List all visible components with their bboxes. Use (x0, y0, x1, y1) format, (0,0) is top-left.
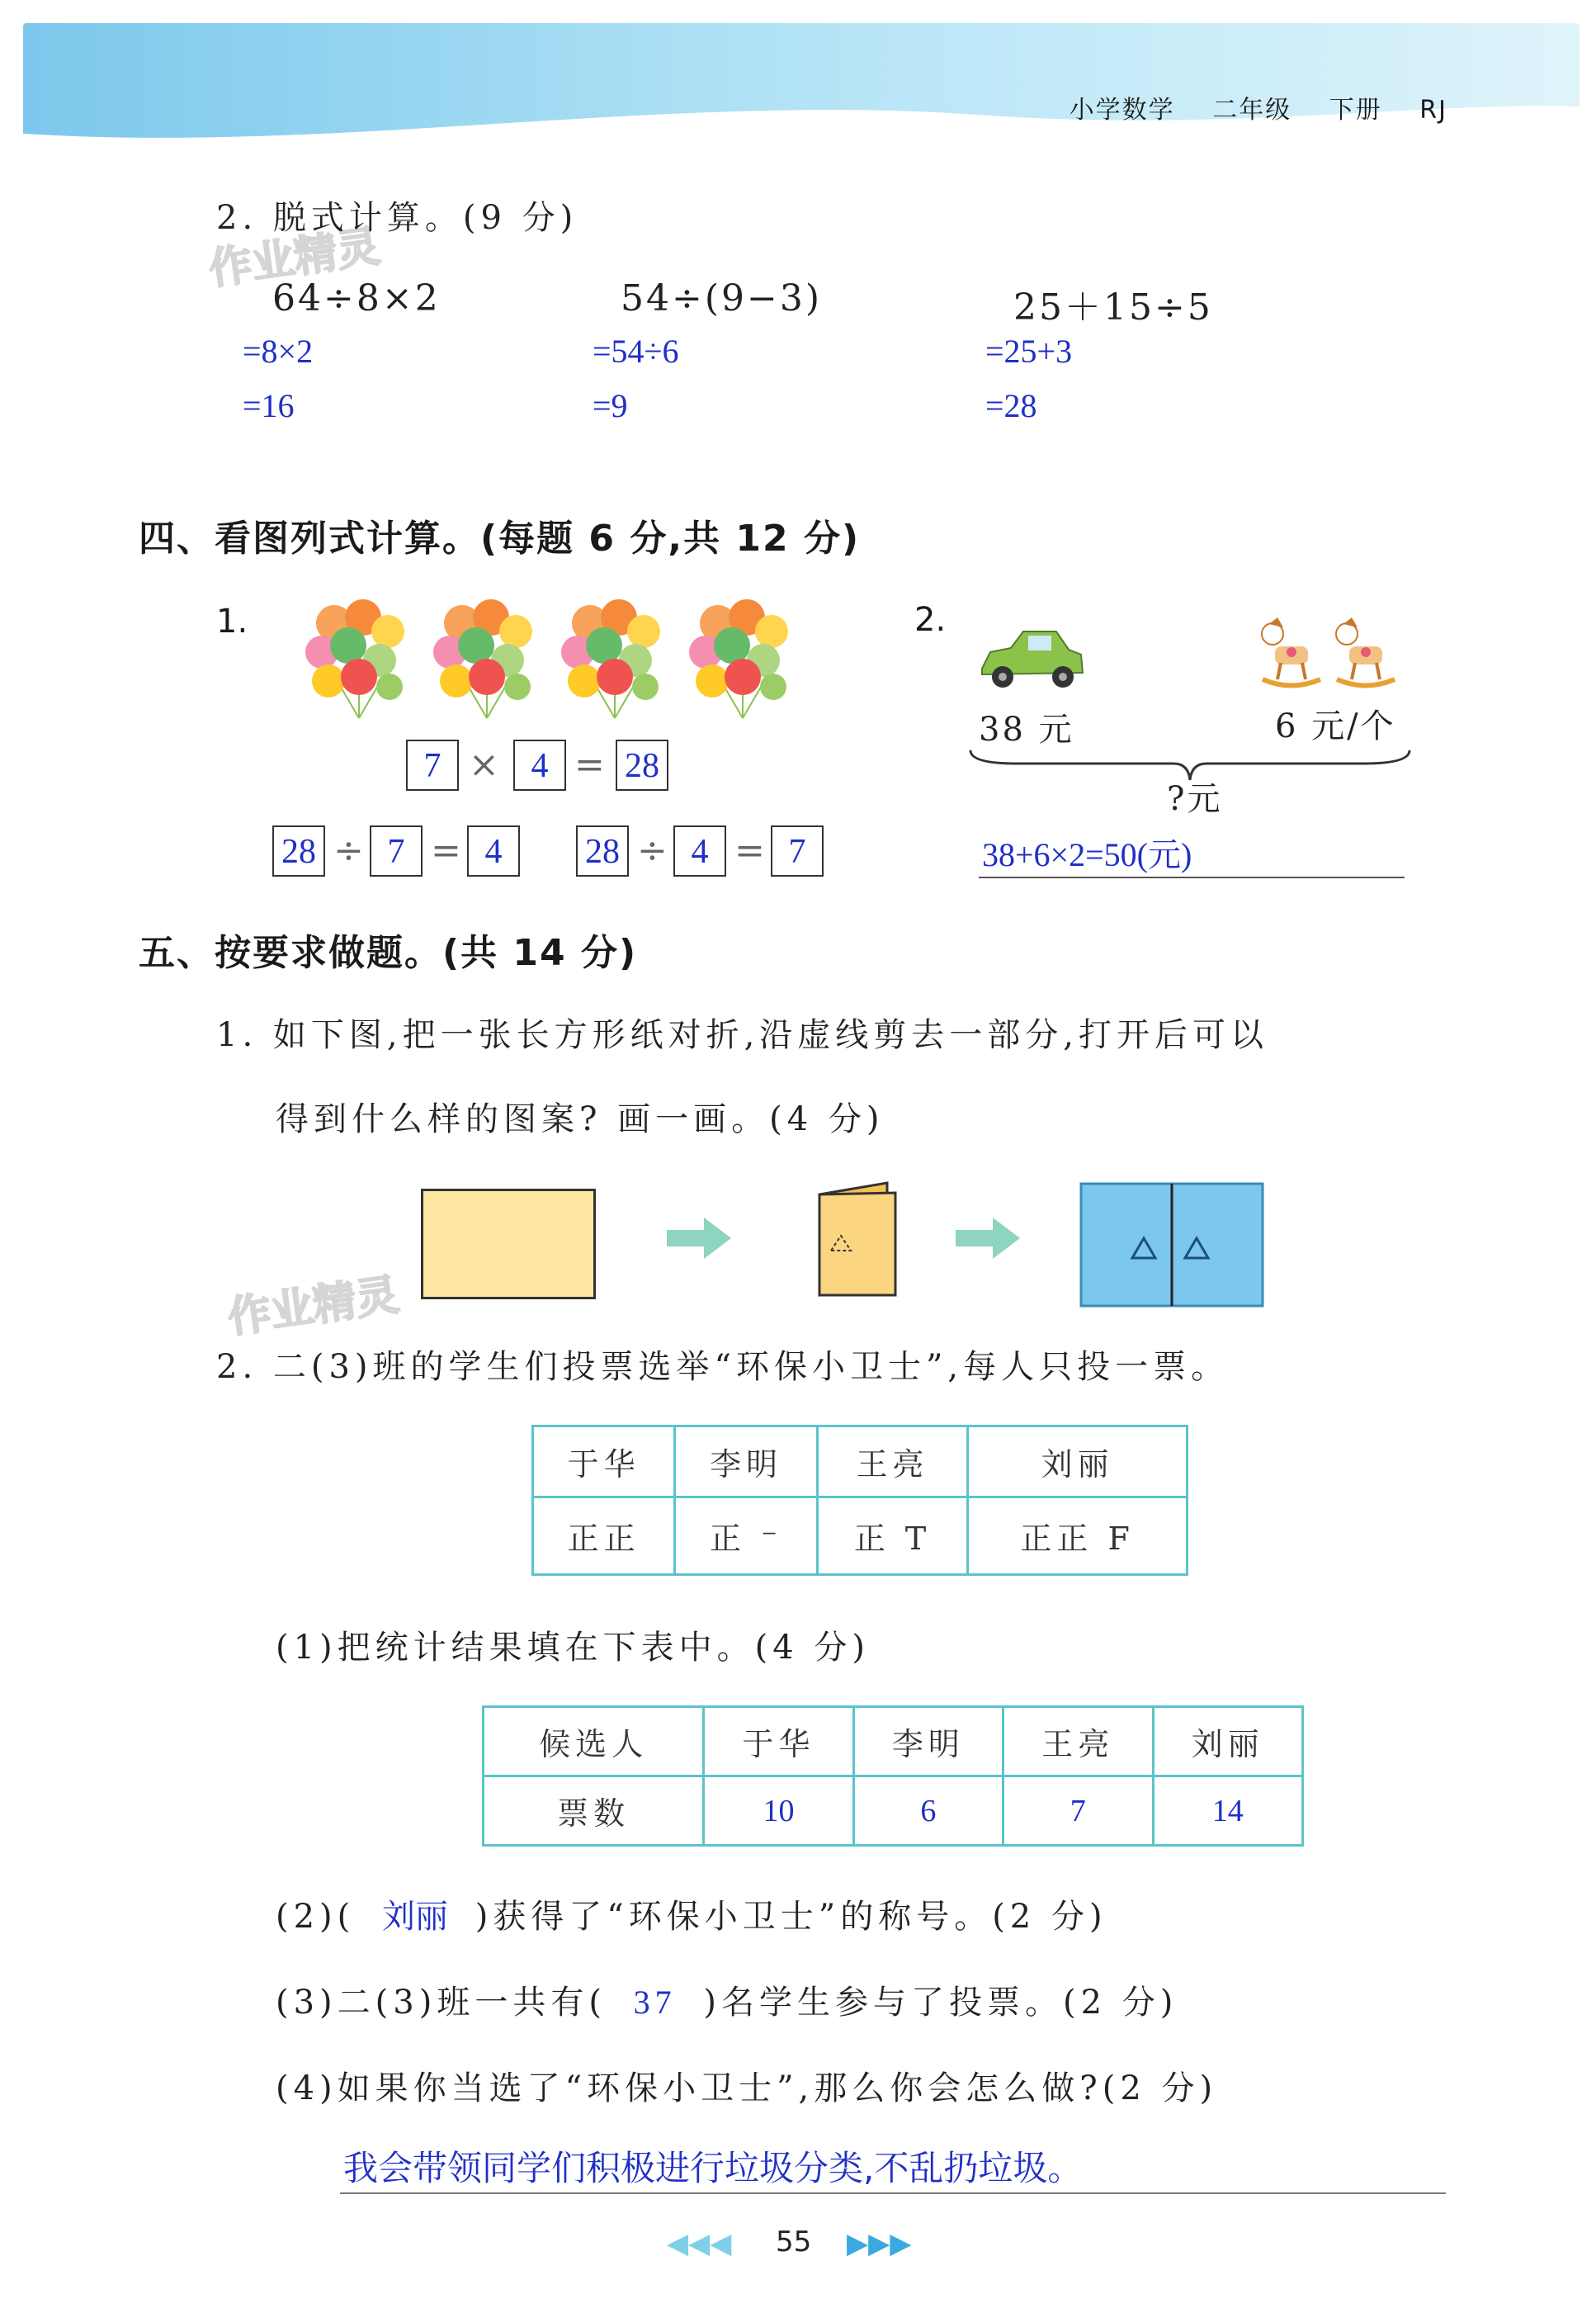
tally-mark-cell: 正 T (817, 1497, 967, 1575)
tally-mark-cell: 正正 (533, 1497, 675, 1575)
tally-name-cell: 于华 (533, 1426, 675, 1497)
sub3-pre: (3)二(3)班一共有( (276, 1984, 607, 2022)
s5-q2-sub3 (276, 1976, 1178, 2023)
header-edition: RJ (1419, 96, 1447, 125)
car-price: 38 元 (979, 711, 1074, 749)
result-table (482, 1705, 1304, 1847)
result-value-cell: 10 (704, 1776, 853, 1846)
s5-q2-sub2 (276, 1890, 1107, 1937)
tally-name-cell: 王亮 (817, 1426, 967, 1497)
sub3-answer: 37 (633, 1984, 677, 2021)
p1-mul-c: 28 (616, 740, 668, 791)
total-unknown: ?元 (1167, 780, 1223, 818)
p1-div2-b: 4 (673, 825, 726, 877)
q2-step2-3: =28 (985, 387, 1037, 424)
q2-expr-1: 64÷8×2 (272, 277, 441, 319)
sub2-answer: 刘丽 (381, 1898, 448, 1936)
result-header-cell: 于华 (704, 1707, 853, 1776)
sub4-answer-line (340, 2192, 1446, 2194)
p1-mul-b: 4 (513, 740, 566, 791)
q2-step1-1: =8×2 (243, 333, 314, 370)
page-number: 55 (776, 2225, 812, 2258)
p1-div1-b: 7 (370, 825, 423, 877)
header-volume: 下册 (1329, 96, 1382, 125)
q2-expr-2: 54÷(9−3) (621, 277, 823, 319)
q2-step1-2: =54÷6 (593, 333, 679, 370)
p1-div2-op: ÷ (637, 830, 668, 872)
section4-p2-number: 2. (914, 601, 947, 639)
p1-div2-c: 7 (771, 825, 824, 877)
section4-p1-number: 1. (216, 603, 248, 641)
tally-mark-cell: 正正 F (968, 1497, 1188, 1575)
toy-car-image (974, 623, 1089, 693)
unfolded-paper-answer (1079, 1182, 1264, 1308)
p1-mul-op: × (469, 744, 499, 786)
q2-step2-1: =16 (243, 387, 295, 424)
p2-answer: 38+6×2=50(元) (982, 836, 1192, 873)
p1-div1-eq: = (431, 830, 461, 872)
p1-mul-a: 7 (406, 740, 459, 791)
p1-div1-op: ÷ (333, 830, 364, 872)
tally-table (531, 1425, 1188, 1576)
section4-title: 四、看图列式计算。(每题 6 分,共 12 分) (139, 518, 861, 560)
watermark-top: 作业精灵 (205, 221, 383, 296)
sub2-pre: (2)( (276, 1898, 356, 1936)
section5-title: 五、按要求做题。(共 14 分) (139, 932, 638, 974)
rocking-horses-image (1254, 609, 1419, 692)
tally-name-cell: 李明 (675, 1426, 818, 1497)
result-header-cell: 王亮 (1003, 1707, 1153, 1776)
result-value-cell: 7 (1003, 1776, 1153, 1846)
q2-step1-3: =25+3 (985, 333, 1073, 370)
result-value-cell: 6 (853, 1776, 1003, 1846)
sub4-answer: 我会带领同学们积极进行垃圾分类,不乱扔垃圾。 (343, 2148, 1083, 2188)
s5-q1-line1: 1. 如下图,把一张长方形纸对折,沿虚线剪去一部分,打开后可以 (216, 1016, 1269, 1054)
s5-q2-sub4: (4)如果你当选了“环保小卫士”,那么你会怎么做?(2 分) (276, 2069, 1218, 2107)
tally-mark-cell: 正 ⁻ (675, 1497, 818, 1575)
header-subject: 小学数学 (1069, 96, 1175, 125)
header-text (1041, 89, 1447, 125)
sub2-post: )获得了“环保小卫士”的称号。(2 分) (475, 1898, 1107, 1936)
q2-title: 2. 脱式计算。(9 分) (216, 199, 578, 237)
q2-expr-3: 25＋15÷5 (1013, 286, 1213, 329)
q2-step2-2: =9 (593, 387, 628, 424)
result-value-cell: 14 (1153, 1776, 1302, 1846)
p1-div2-a: 28 (576, 825, 629, 877)
s5-q2-line: 2. 二(3)班的学生们投票选举“环保小卫士”,每人只投一票。 (216, 1348, 1230, 1386)
s5-q2-sub1: (1)把统计结果填在下表中。(4 分) (276, 1629, 871, 1667)
p1-div1-a: 28 (272, 825, 325, 877)
p2-answer-line (979, 877, 1405, 878)
result-header-cell: 李明 (853, 1707, 1003, 1776)
result-row-label: 票数 (484, 1776, 704, 1846)
header-grade: 二年级 (1212, 96, 1292, 125)
rectangle-paper (421, 1189, 596, 1299)
balloon-bunches-image (297, 594, 809, 726)
next-page-arrows[interactable]: ▶▶▶ (847, 2227, 912, 2260)
result-header-cell: 刘丽 (1153, 1707, 1302, 1776)
folded-paper (813, 1176, 904, 1300)
arrow-icon (667, 1213, 733, 1263)
arrow-icon (956, 1213, 1022, 1263)
horse-price: 6 元/个 (1275, 707, 1396, 745)
s5-q1-line2: 得到什么样的图案? 画一画。(4 分) (276, 1100, 885, 1138)
tally-name-cell: 刘丽 (968, 1426, 1188, 1497)
watermark-middle: 作业精灵 (224, 1270, 402, 1344)
result-header-cell: 候选人 (484, 1707, 704, 1776)
p1-div1-c: 4 (467, 825, 520, 877)
sub3-post: )名学生参与了投票。(2 分) (703, 1984, 1178, 2022)
p1-div2-eq: = (734, 830, 765, 872)
p1-mul-eq: = (574, 744, 605, 786)
prev-page-arrows[interactable]: ◀◀◀ (667, 2227, 732, 2260)
